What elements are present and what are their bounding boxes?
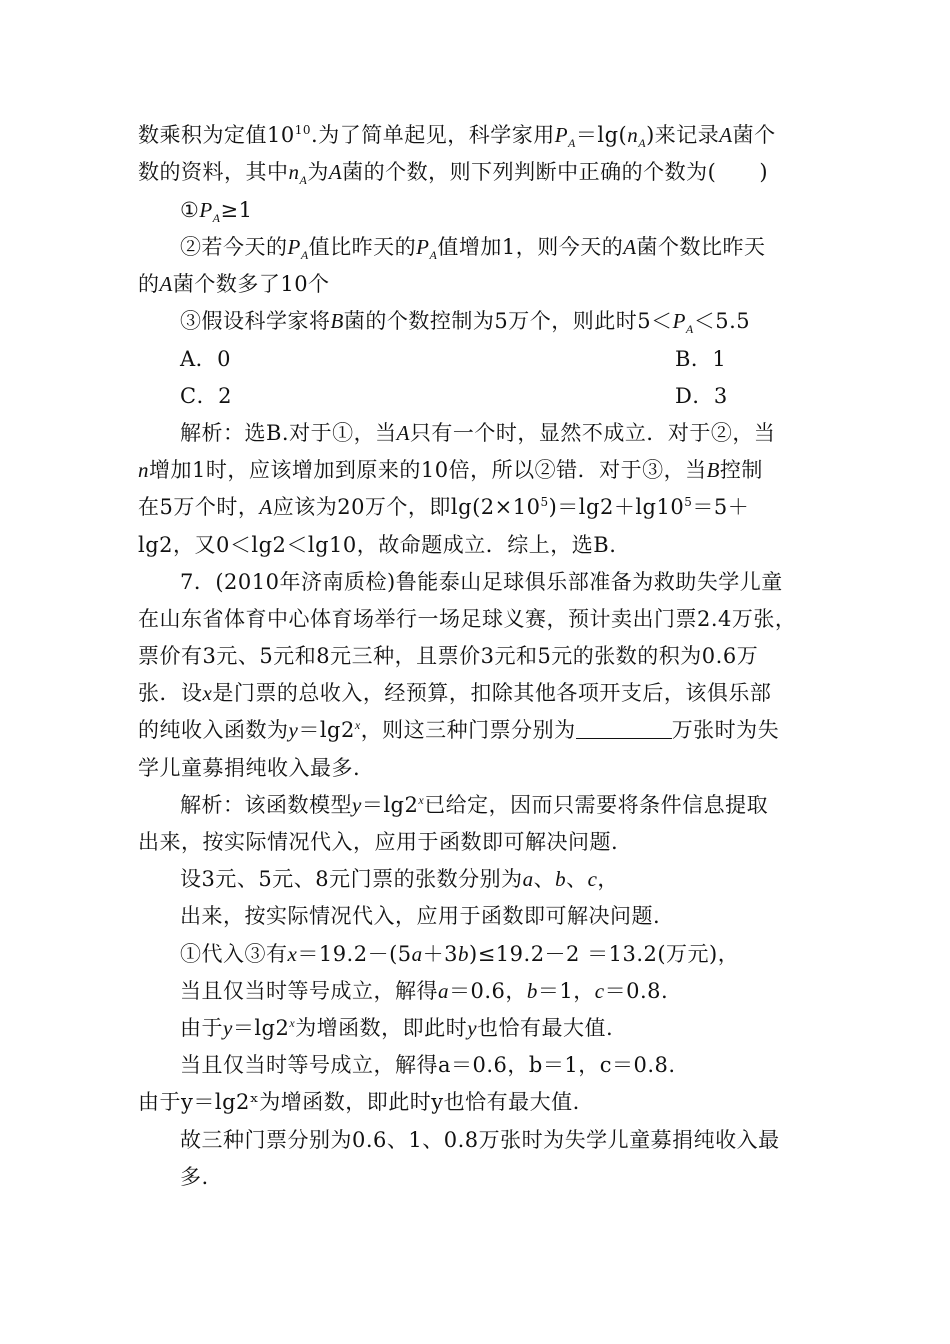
option-c: C．2	[180, 384, 232, 408]
text-line: 解析：选B.对于①，当A只有一个时，显然不成立．对于②，当	[180, 421, 776, 445]
text-line: 数的资料，其中$n_A$为A菌的个数，则下列判断中正确的个数为( )	[138, 160, 769, 188]
text-line: 当且仅当时等号成立，解得a＝0.6，b＝1，c＝0.8.	[180, 979, 669, 1003]
text-line: ③假设科学家将B菌的个数控制为5万个，则此时$5<P_A<5.5$	[180, 309, 751, 337]
text-line: 出来，按实际情况代入，应用于函数即可解决问题.	[138, 830, 619, 854]
option-b: B．1	[675, 347, 727, 371]
answer-blank	[576, 720, 672, 739]
text-line: lg2，又0＜lg2＜lg10，故命题成立．综上，选B.	[138, 533, 617, 557]
text-line: 设3元、5元、8元门票的张数分别为a、b、c，	[180, 867, 619, 891]
text-line: 在5万个时，A应该为20万个，即$\lg(2\times 10^5)=\lg 2+\lg 10^5=5+$	[138, 495, 750, 519]
text-line: 当且仅当时等号成立，解得a＝0.6，b＝1，c＝0.8.	[180, 1053, 676, 1077]
text-line: 出来，按实际情况代入，应用于函数即可解决问题.	[180, 904, 661, 928]
text-line: $①P_A\ge 1$	[180, 198, 253, 226]
text-line: 7．(2010年济南质检)鲁能泰山足球俱乐部准备为救助失学儿童	[180, 570, 783, 594]
text-line: 解析：该函数模型$y=\lg 2^x$已给定，因而只需要将条件信息提取	[180, 793, 769, 817]
option-row	[180, 384, 860, 408]
text-line: 票价有3元、5元和8元三种，且票价3元和5元的张数的积为0.6万	[138, 644, 759, 668]
text-line: 的纯收入函数为$y=\lg 2^x$，则这三种门票分别为 万张时为失	[138, 718, 780, 742]
option-a: A．0	[180, 347, 232, 371]
text-line: ①代入③有x＝19.2－(5a＋3b)≤19.2－2 ＝13.2(万元)，	[180, 942, 740, 966]
text-line: 多.	[180, 1165, 209, 1189]
text-line: 由于$y=\lg 2^x$为增函数，即此时y也恰有最大值.	[180, 1016, 614, 1040]
text-line: n增加1时，应该增加到原来的10倍，所以②错．对于③，当B控制	[138, 458, 763, 482]
text-line: 的A菌个数多了10个	[138, 272, 330, 296]
text-line: 学儿童募捐纯收入最多.	[138, 756, 361, 780]
option-row	[180, 347, 860, 371]
text-line: 在山东省体育中心体育场举行一场足球义赛，预计卖出门票2.4万张，	[138, 607, 797, 631]
answer-line: 故三种门票分别为0.6、1、0.8万张时为失学儿童募捐纯收入最	[180, 1128, 780, 1152]
text-line: 张．设x是门票的总收入，经预算，扣除其他各项开支后，该俱乐部	[138, 681, 772, 705]
text-line: ②若今天的$P_A$值比昨天的$P_A$值增加1，则今天的A菌个数比昨天	[180, 235, 766, 263]
text-line: 数乘积为定值$10^{10}$.为了简单起见，科学家用$P_A=\lg(n_A)$来记录A菌个	[138, 123, 776, 151]
option-d: D．3	[675, 384, 728, 408]
text-line: 由于y＝lg2ˣ为增函数，即此时y也恰有最大值.	[138, 1090, 580, 1114]
